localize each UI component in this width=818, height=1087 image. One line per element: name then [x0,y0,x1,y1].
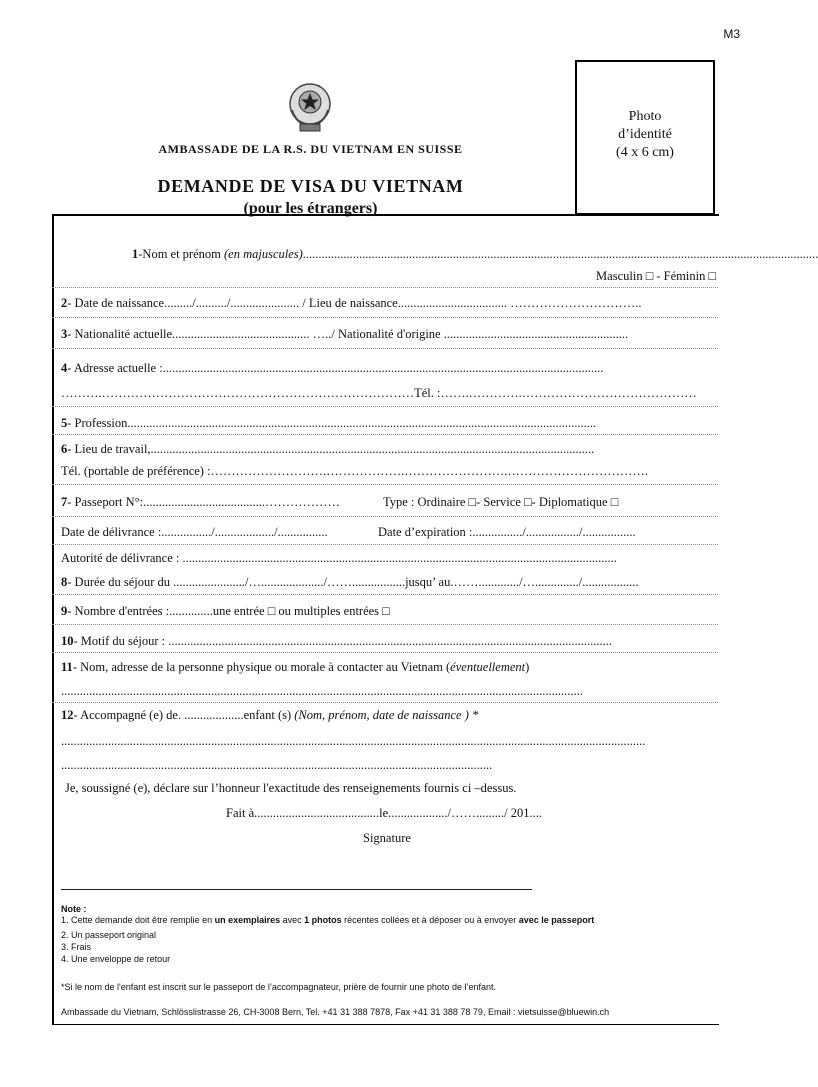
field-number: 9 [61,604,68,618]
field-address[interactable] [61,360,716,376]
field-name[interactable] [132,246,818,262]
form-title: DEMANDE DE VISA DU VIETNAM [157,176,464,196]
field-number: 4 [61,361,68,375]
field-number: 5 [61,416,68,430]
field-label: - Nom, adresse de la personne physique ou morale à contacter au Vietnam ( [72,660,451,674]
note-3: 3. Frais [61,942,92,952]
note-emphasis: un exemplaires [214,915,281,925]
note-text: avec [280,915,305,925]
separator [52,287,718,288]
embassy-name: AMBASSADE DE LA R.S. DU VIETNAM EN SUISSE [158,142,463,156]
field-birth[interactable] [61,295,716,311]
field-number: 6 [61,442,68,456]
photo-box [576,61,714,214]
note-child-photo: *Si le nom de l'enfant est inscrit sur le passeport de l’accompagnateur, prière de fournir une photo de l’enfant. [61,982,496,992]
note-4: 4. Une enveloppe de retour [61,954,171,964]
separator [52,702,718,703]
field-label: - Nationalité actuelle............................................ …../ Nationalité d'origine ........................................................... [67,327,629,341]
note-emphasis: avec le passeport [518,915,595,925]
field-label: - Durée du séjour du ......................./…..................../…….................jusqu’ au.……............./…............../.................. [67,575,639,589]
field-label: - Motif du séjour : .............................................................................................................................................. [73,634,613,648]
field-contact-line[interactable]: ....................................................................................................................................................................... [61,684,583,698]
field-expiry-date[interactable]: Date d’expiration :................/................./................. [378,525,636,539]
field-label: - Nombre d'entrées :..............une entrée □ ou multiples entrées □ [67,604,390,618]
separator [52,594,718,595]
note-1 [61,915,594,926]
field-workplace-tel[interactable]: Tél. (portable de préférence) :……………………….……………….…………………….……………………………. [61,464,649,478]
field-stay-duration[interactable] [61,574,716,590]
field-label-end: ) [525,660,530,674]
separator [52,624,718,625]
field-children[interactable] [61,707,716,723]
field-number: 12 [61,708,74,722]
passport-type-options[interactable]: Type : Ordinaire □- Service □- Diplomatique □ [383,495,619,509]
separator [52,406,718,407]
field-number: 1 [132,247,139,261]
field-address-tel[interactable]: ……….…………………………………………………………………Tél. :…….………….…………………………………… [61,386,697,400]
note-text: 1. Cette demande doit être remplie en [61,915,215,925]
field-number: 2 [61,296,68,310]
notes-title: Note : [61,904,87,914]
field-workplace[interactable] [61,441,716,457]
photo-label: Photo [628,109,662,124]
field-profession[interactable] [61,415,716,431]
embassy-address: Ambassade du Vietnam, Schlösslistrasse 26, CH-3008 Bern, Tel. +41 31 388 7878, Fax +41 31 388 78 79, Email : vietsuisse@bluewin.ch [61,1007,610,1017]
fill-line: ..................................................................................................................................................................... [302,247,818,261]
declaration-text: Je, soussigné (e), déclare sur l’honneur l'exactitude des renseignements fournis ci –dessus. [65,781,517,795]
field-label: -Nom et prénom [138,247,224,261]
field-children-line-1[interactable]: ........................................................................................................................................................................................... [61,734,646,748]
signature-label: Signature [363,831,411,845]
separator [52,544,718,545]
field-hint: (en majuscules) [224,247,303,261]
field-issue-date[interactable]: Date de délivrance :................/.................../................ [61,525,328,539]
field-passport[interactable] [61,494,381,510]
field-label: - Date de naissance........./........../...................... / Lieu de naissance................................... ………………………….. [67,296,642,310]
field-label: - Passeport N°:.......................................……………… [67,495,340,509]
vietnam-emblem-icon [286,80,334,134]
field-label: - Accompagné (e) de. ...................enfant (s) [73,708,295,722]
separator [52,434,718,435]
field-label: - Lieu de travail,.............................................................................................................................................. [67,442,595,456]
separator [52,317,718,318]
photo-size: (4 x 6 cm) [616,145,674,160]
field-number: 8 [61,575,68,589]
separator [52,516,718,517]
place-date-field[interactable]: Fait à........................................le.................../……........./ 201.... [226,806,542,820]
field-number: 11 [61,660,73,674]
field-entries[interactable] [61,603,716,619]
field-nationality[interactable] [61,326,716,342]
photo-label-identity: d’identité [618,127,672,142]
field-label: - Adresse actuelle :............................................................................................................................................. [67,361,604,375]
field-hint: éventuellement [450,660,526,674]
field-number: 7 [61,495,68,509]
field-hint: (Nom, prénom, date de naissance ) * [294,708,479,722]
separator [52,348,718,349]
field-purpose[interactable] [61,633,716,649]
field-number: 3 [61,327,68,341]
field-label: - Profession...................................................................................................................................................... [67,416,597,430]
separator [52,484,718,485]
field-issuing-authority[interactable]: Autorité de délivrance : ........................................................................................................................................... [61,551,617,565]
form-subtitle: (pour les étrangers) [243,200,378,217]
field-contact[interactable] [61,659,716,675]
note-text: récentes collées et à déposer ou à envoyer [341,915,519,925]
form-reference-code: M3 [723,27,740,41]
note-2: 2. Un passeport original [61,930,157,940]
separator [52,652,718,653]
field-children-line-2[interactable]: .......................................................................................................................................... [61,758,493,772]
signature-separator [61,889,532,890]
note-emphasis: 1 photos [304,915,342,925]
field-number: 10 [61,634,74,648]
gender-options[interactable]: Masculin □ - Féminin □ [596,269,716,283]
